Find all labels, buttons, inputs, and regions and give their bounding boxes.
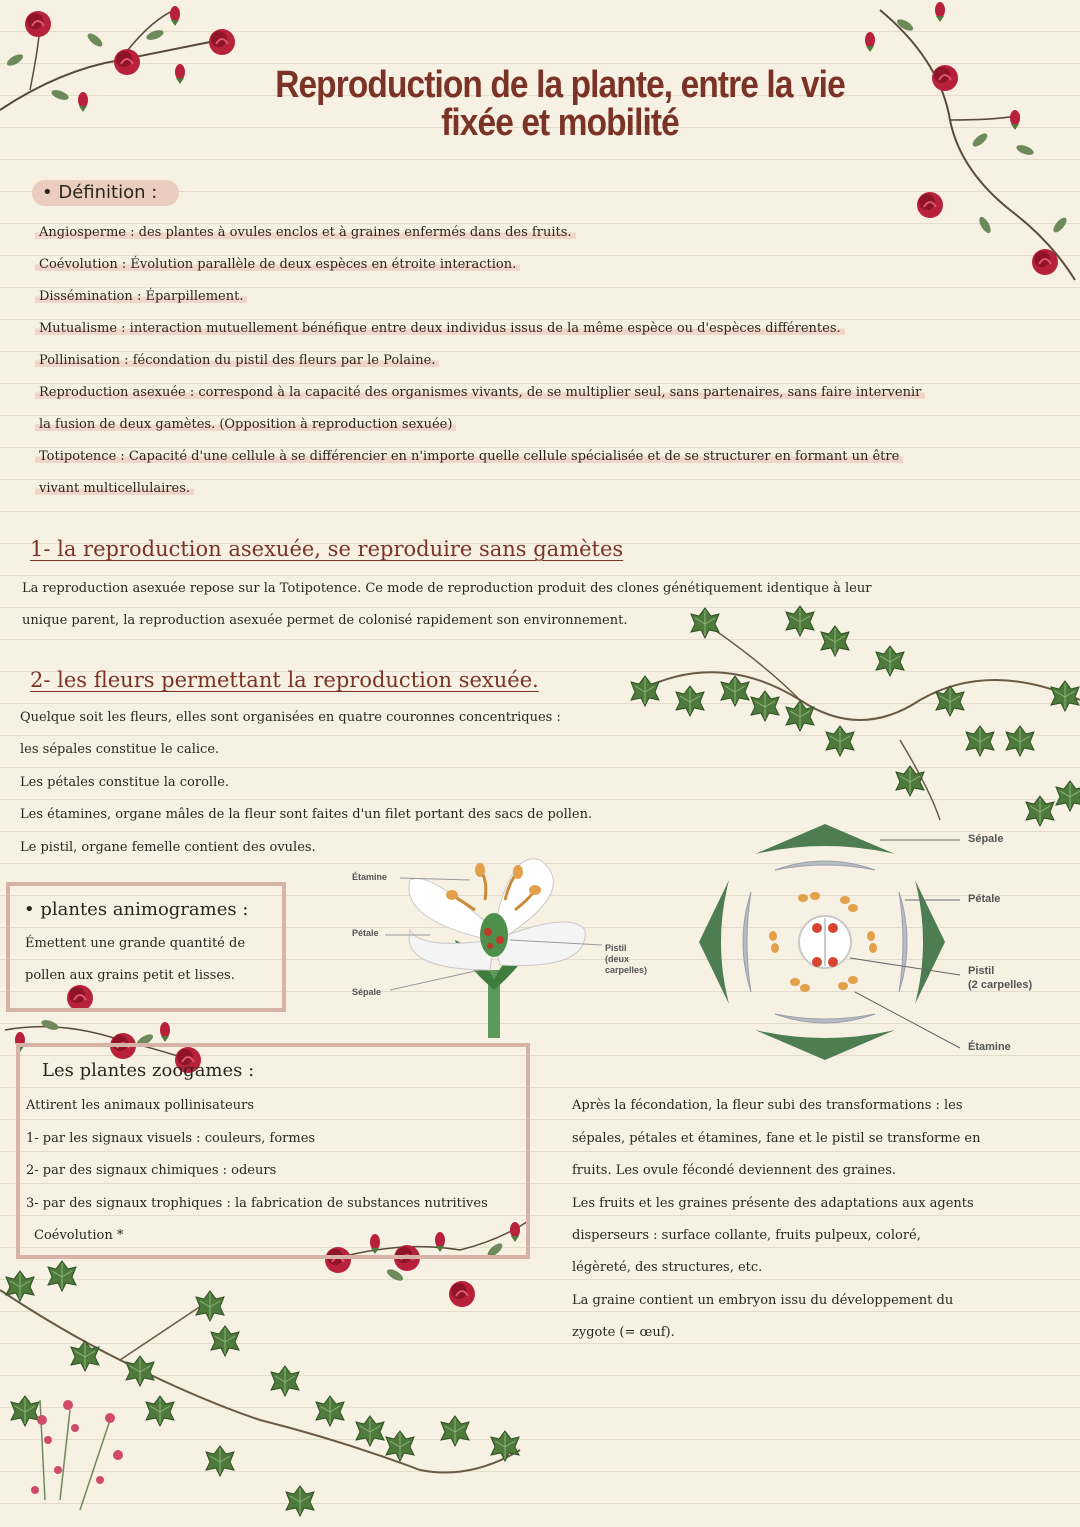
pink-flowers-bottom-left (31, 1400, 123, 1510)
definition-line: Totipotence : Capacité d'une cellule à se différencier en n'importe quelle cellule spécialisée et de se structurer en formant un être (35, 448, 903, 466)
zoo-line: 3- par des signaux trophiques : la fabrication de substances nutritives (26, 1196, 488, 1211)
ivy-vine-right (631, 606, 1080, 826)
flower-label-petale: Pétale (352, 928, 379, 938)
section-1-line: unique parent, la reproduction asexuée permet de colonisé rapidement son environnement. (22, 613, 628, 628)
after-line: sépales, pétales et étamines, fane et le pistil se transforme en (572, 1131, 981, 1146)
floral-diagram-drawing (699, 824, 960, 1060)
page-title-line-1: Reproduction de la plante, entre la vie (275, 64, 845, 106)
zoo-line: Coévolution * (34, 1228, 124, 1243)
after-line: fruits. Les ovule fécondé deviennent des graines. (572, 1163, 897, 1178)
flower-drawing (385, 859, 602, 1038)
section-2-line: Les pétales constitue la corolle. (20, 775, 230, 790)
anemo-line: Émettent une grande quantité de (25, 936, 246, 951)
definition-line: vivant multicellulaires. (35, 480, 194, 498)
flower-illustration (340, 840, 660, 1040)
section-2-line: Quelque soit les fleurs, elles sont organisées en quatre couronnes concentriques : (20, 710, 561, 725)
flower-label-pistil-sub: carpelles) (605, 965, 648, 975)
section-1-title: 1- la reproduction asexuée, se reproduire sans gamètes (30, 537, 624, 561)
diagram-label-petale: Pétale (968, 893, 1001, 905)
flower-label-etamine: Étamine (352, 872, 388, 882)
rose-branch-top-left (0, 6, 235, 112)
after-line: disperseurs : surface collante, fruits pulpeux, coloré, (572, 1228, 921, 1243)
definition-line: Coévolution : Évolution parallèle de deux espèces en étroite interaction. (35, 256, 520, 274)
zoo-line: Attirent les animaux pollinisateurs (26, 1098, 255, 1113)
bullet-icon: • (24, 899, 41, 920)
rose-branch-top-right (865, 2, 1075, 280)
definition-line: Dissémination : Éparpillement. (35, 288, 247, 306)
page-title (243, 66, 877, 142)
diagram-label-etamine: Étamine (968, 1041, 1011, 1053)
after-line: Après la fécondation, la fleur subi des transformations : les (572, 1098, 963, 1113)
definition-heading-label: Définition : (58, 182, 158, 203)
ivy-vine-bottom-left (0, 1261, 520, 1516)
diagram-label-pistil-main: Pistil (968, 965, 995, 977)
anemo-line: pollen aux grains petit et lisses. (25, 968, 235, 983)
bullet-icon: • (42, 182, 59, 203)
zoo-line: 2- par des signaux chimiques : odeurs (26, 1163, 277, 1178)
after-line: légèreté, des structures, etc. (572, 1260, 763, 1275)
section-2-line: Les étamines, organe mâles de la fleur sont faites d'un filet portant des sacs de pollen. (20, 807, 593, 822)
zoo-title: Les plantes zoogames : (42, 1060, 255, 1081)
after-line: zygote (= œuf). (572, 1325, 675, 1340)
flower-label-sepale: Sépale (352, 987, 382, 997)
definition-line: Reproduction asexuée : correspond à la capacité des organismes vivants, de se multiplier seul, sans partenaires, sans faire intervenir (35, 384, 925, 402)
after-line: Les fruits et les graines présente des adaptations aux agents (572, 1196, 974, 1211)
after-line: La graine contient un embryon issu du développement du (572, 1293, 954, 1308)
floral-diagram (695, 820, 1080, 1065)
diagram-label-pistil-sub: (2 carpelles) (968, 979, 1033, 991)
zoo-line: 1- par les signaux visuels : couleurs, formes (26, 1131, 316, 1146)
definition-line: la fusion de deux gamètes. (Opposition à reproduction sexuée) (35, 416, 456, 434)
definition-line: Pollinisation : fécondation du pistil des fleurs par le Polaine. (35, 352, 439, 370)
flower-label-pistil-main: Pistil (605, 943, 627, 953)
page-title-line-2: fixée et mobilité (441, 102, 679, 144)
section-1-line: La reproduction asexuée repose sur la Totipotence. Ce mode de reproduction produit des clones génétiquement identique à leur (22, 581, 872, 596)
definition-line: Angiosperme : des plantes à ovules enclos et à graines enfermés dans des fruits. (35, 224, 576, 242)
diagram-label-sepale: Sépale (968, 833, 1004, 845)
anemo-title (24, 898, 248, 922)
anemo-title-label: plantes animogrames : (40, 899, 249, 920)
section-2-line: Le pistil, organe femelle contient des ovules. (20, 840, 316, 855)
flower-label-pistil (605, 943, 647, 976)
definition-line: Mutualisme : interaction mutuellement bénéfique entre deux individus issus de la même espèce ou d'espèces différentes. (35, 320, 845, 338)
flower-label-pistil-sub: (deux (605, 954, 630, 964)
diagram-label-pistil (968, 964, 1032, 992)
definition-heading (32, 180, 179, 206)
section-2-title: 2- les fleurs permettant la reproduction sexuée. (30, 668, 539, 692)
section-2-line: les sépales constitue le calice. (20, 742, 220, 757)
